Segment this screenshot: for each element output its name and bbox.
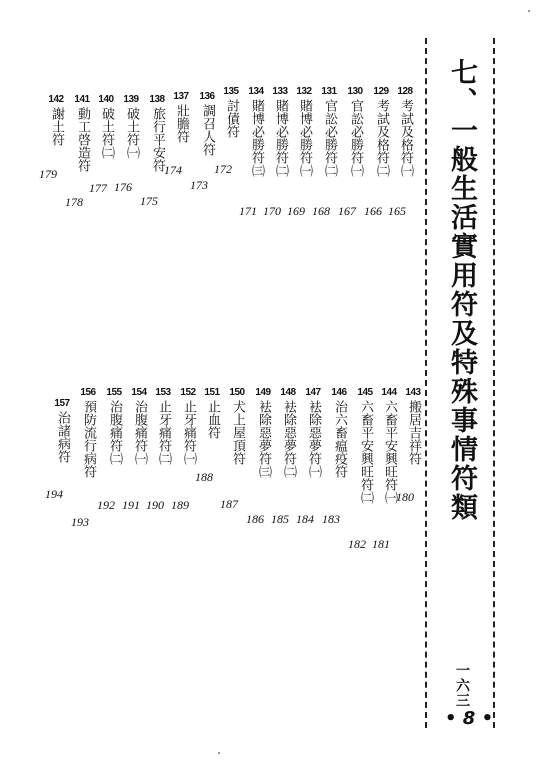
toc-entry[interactable]	[220, 387, 250, 511]
entry-number: 145	[357, 387, 373, 398]
entry-page: 169	[287, 204, 305, 218]
toc-entry[interactable]	[312, 86, 342, 218]
entry-page: 181	[372, 537, 390, 551]
entry-title: 袪除惡夢符㈢	[256, 400, 271, 478]
toc-entry[interactable]	[239, 86, 269, 218]
entry-title: 治諸病符	[55, 411, 70, 463]
entry-page: 168	[312, 204, 330, 218]
entry-number: 155	[106, 387, 122, 398]
entry-title: 壯膽符	[174, 104, 189, 143]
toc-entry[interactable]	[146, 387, 176, 512]
toc-entry[interactable]	[164, 91, 194, 177]
entry-title: 搬居吉祥符	[406, 400, 421, 465]
entry-page: 189	[171, 498, 189, 512]
toc-entry[interactable]	[97, 387, 127, 512]
toc-entry[interactable]	[246, 387, 276, 526]
entry-number: 134	[248, 86, 264, 97]
entry-number: 152	[180, 387, 196, 398]
entry-number: 143	[405, 387, 421, 398]
entry-title: 止牙痛符㈡	[156, 400, 171, 465]
entry-number: 128	[397, 86, 413, 97]
toc-entry[interactable]	[396, 387, 426, 504]
toc-entry[interactable]	[114, 94, 144, 194]
entry-title: 調召人符	[200, 104, 215, 156]
toc-entry[interactable]	[372, 387, 402, 551]
entry-page: 191	[122, 498, 140, 512]
entry-title: 破土符㈡	[99, 107, 114, 159]
entry-number: 130	[347, 86, 363, 97]
page-number: • 8 •	[445, 708, 494, 729]
entry-number: 135	[223, 86, 239, 97]
entry-title: 六畜平安興旺符㈠	[382, 400, 397, 504]
entry-number: 147	[305, 387, 321, 398]
scan-speck	[528, 10, 530, 12]
toc-entry[interactable]	[271, 387, 301, 526]
entry-page: 183	[322, 512, 340, 526]
entry-page: 180	[396, 490, 414, 504]
entry-page: 184	[296, 512, 314, 526]
entry-number: 149	[255, 387, 271, 398]
page-number-chinese: 一六三	[454, 663, 470, 708]
entry-number: 139	[123, 94, 139, 105]
entry-page: 165	[388, 204, 406, 218]
entry-number: 131	[321, 86, 337, 97]
toc-entry[interactable]	[287, 86, 317, 218]
dashed-border-left	[425, 38, 427, 728]
entry-page: 193	[71, 515, 89, 529]
entry-page: 176	[114, 180, 132, 194]
entry-page: 175	[140, 194, 158, 208]
toc-entry[interactable]	[214, 86, 244, 176]
entry-title: 犬上屋頂符	[230, 400, 245, 465]
entry-title: 袪除惡夢符㈡	[281, 400, 296, 478]
entry-title: 討債符	[224, 99, 239, 138]
entry-title: 官訟必勝符㈡	[322, 99, 337, 177]
entry-number: 132	[296, 86, 312, 97]
entry-title: 治腹痛符㈠	[132, 400, 147, 465]
dashed-border-right	[493, 38, 495, 728]
entry-page: 185	[271, 512, 289, 526]
toc-entry[interactable]	[348, 387, 378, 551]
entry-title: 動工啓造符	[75, 107, 90, 172]
entry-title: 謝土符	[49, 107, 64, 146]
toc-entry[interactable]	[140, 94, 170, 208]
entry-page: 182	[348, 537, 366, 551]
entry-title: 袪除惡夢符㈠	[306, 400, 321, 478]
entry-number: 136	[199, 91, 215, 102]
chapter-panel	[425, 38, 495, 728]
toc-entry[interactable]	[89, 94, 119, 195]
scan-speck	[218, 752, 220, 754]
entry-page: 172	[214, 162, 232, 176]
entry-page: 167	[338, 204, 356, 218]
toc-entry[interactable]	[388, 86, 418, 218]
toc-entry[interactable]	[171, 387, 201, 512]
entry-number: 137	[173, 91, 189, 102]
entry-page: 187	[220, 497, 238, 511]
entry-page: 190	[146, 498, 164, 512]
toc-entry[interactable]	[39, 94, 69, 181]
entry-page: 179	[39, 167, 57, 181]
entry-page: 174	[164, 163, 182, 177]
entry-number: 153	[155, 387, 171, 398]
entry-title: 六畜平安興旺符㈡	[358, 400, 373, 504]
entry-title: 賭博必勝符㈢	[249, 99, 264, 177]
toc-entry[interactable]	[65, 94, 95, 209]
entry-title: 治腹痛符㈡	[107, 400, 122, 465]
entry-title: 賭博必勝符㈡	[273, 99, 288, 177]
entry-title: 破土符㈠	[124, 107, 139, 159]
entry-page: 173	[190, 178, 208, 192]
entry-page: 186	[246, 512, 264, 526]
toc-entry[interactable]	[322, 387, 352, 526]
entry-number: 150	[229, 387, 245, 398]
entry-page: 171	[239, 204, 257, 218]
entry-number: 140	[98, 94, 114, 105]
toc-entry[interactable]	[71, 387, 101, 529]
toc-entry[interactable]	[122, 387, 152, 512]
entry-title: 止血符	[205, 400, 220, 439]
toc-entry[interactable]	[190, 91, 220, 192]
entry-page: 177	[89, 181, 107, 195]
entry-title: 官訟必勝符㈠	[348, 99, 363, 177]
entry-number: 154	[131, 387, 147, 398]
entry-page: 170	[263, 204, 281, 218]
entry-number: 133	[272, 86, 288, 97]
entry-page: 166	[364, 204, 382, 218]
entry-page: 188	[195, 470, 213, 484]
chapter-title: 七、一般生活實用符及特殊事情符類	[446, 58, 477, 522]
entry-title: 考試及格符㈠	[398, 99, 413, 177]
entry-title: 預防流行病符	[81, 400, 96, 478]
entry-number: 142	[48, 94, 64, 105]
entry-title: 旅行平安符	[150, 107, 165, 172]
entry-number: 148	[280, 387, 296, 398]
toc-entry[interactable]	[338, 86, 368, 218]
toc-entry[interactable]	[195, 387, 225, 484]
entry-title: 考試及格符㈡	[374, 99, 389, 177]
entry-number: 129	[373, 86, 389, 97]
entry-title: 賭博必勝符㈠	[297, 99, 312, 177]
entry-page: 178	[65, 195, 83, 209]
entry-number: 138	[149, 94, 165, 105]
entry-number: 151	[204, 387, 220, 398]
entry-number: 156	[80, 387, 96, 398]
toc-entry[interactable]	[296, 387, 326, 526]
toc-entry[interactable]	[364, 86, 394, 218]
entry-page: 194	[45, 487, 63, 501]
entry-title: 治六畜瘟疫符	[332, 400, 347, 478]
entry-title: 止牙痛符㈠	[181, 400, 196, 465]
entry-number: 141	[74, 94, 90, 105]
toc-entry[interactable]	[263, 86, 293, 218]
entry-number: 146	[331, 387, 347, 398]
entry-page: 192	[97, 498, 115, 512]
toc-entry[interactable]	[45, 398, 75, 501]
entry-number: 157	[54, 398, 70, 409]
entry-number: 144	[381, 387, 397, 398]
